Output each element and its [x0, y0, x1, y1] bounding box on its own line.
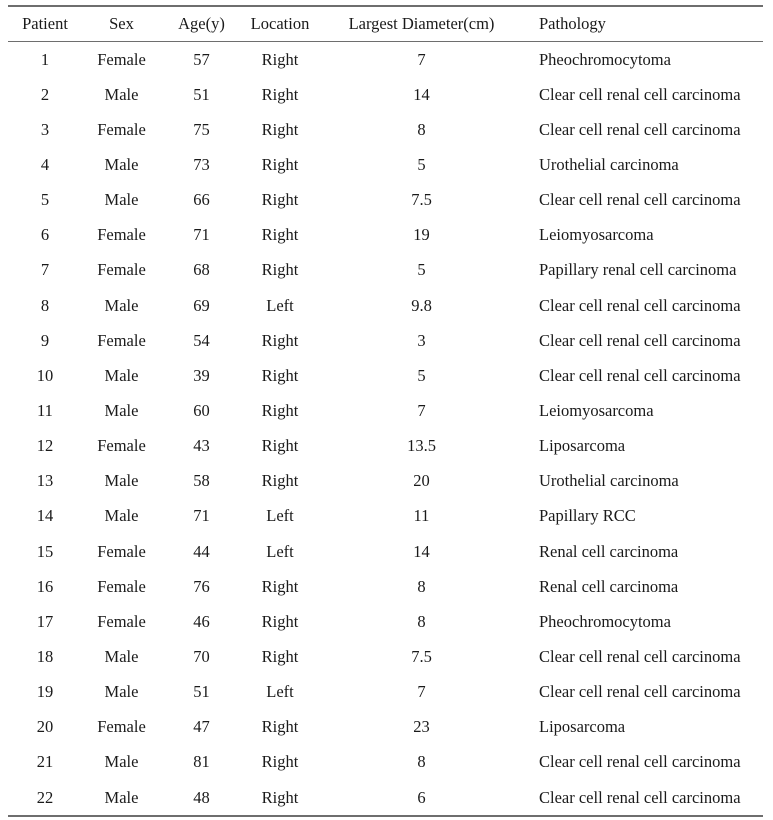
cell-location: Left — [266, 506, 294, 526]
cell-largest-diameter: 19 — [413, 225, 430, 245]
cell-largest-diameter: 8 — [417, 752, 426, 772]
patient-table-container — [8, 5, 763, 817]
table-row — [8, 604, 763, 639]
cell-sex: Male — [104, 506, 139, 526]
cell-pathology: Clear cell renal cell carcinoma — [539, 84, 741, 104]
cell-location: Left — [266, 295, 294, 315]
cell-patient: 18 — [36, 646, 54, 666]
cell-location: Right — [261, 471, 299, 491]
cell-largest-diameter: 7.5 — [411, 190, 432, 210]
cell-age: 46 — [193, 611, 210, 631]
cell-patient: 17 — [36, 611, 54, 631]
cell-pathology: Liposarcoma — [539, 717, 626, 737]
cell-patient: 7 — [40, 260, 50, 280]
cell-sex: Female — [97, 436, 146, 456]
cell-location: Right — [261, 752, 299, 772]
table-row — [8, 639, 763, 674]
cell-sex: Female — [97, 119, 146, 139]
cell-location: Right — [261, 49, 299, 69]
cell-sex: Male — [104, 752, 139, 772]
cell-age: 71 — [193, 225, 210, 245]
cell-age: 47 — [193, 717, 210, 737]
table-row — [8, 218, 763, 253]
cell-pathology: Pheochromocytoma — [539, 611, 671, 631]
cell-sex: Male — [104, 295, 139, 315]
cell-pathology: Clear cell renal cell carcinoma — [539, 295, 741, 315]
cell-pathology: Clear cell renal cell carcinoma — [539, 682, 741, 702]
cell-pathology: Renal cell carcinoma — [539, 576, 679, 596]
cell-pathology: Clear cell renal cell carcinoma — [539, 330, 741, 350]
cell-patient: 21 — [36, 752, 54, 772]
cell-patient: 11 — [37, 400, 53, 420]
patient-characteristics-table — [8, 5, 763, 817]
cell-sex: Female — [97, 717, 146, 737]
cell-sex: Male — [104, 787, 139, 807]
cell-patient: 20 — [36, 717, 54, 737]
cell-age: 71 — [193, 506, 210, 526]
cell-largest-diameter: 9.8 — [411, 295, 432, 315]
cell-location: Right — [261, 190, 299, 210]
cell-age: 68 — [193, 260, 210, 280]
cell-patient: 6 — [40, 225, 50, 245]
cell-patient: 12 — [36, 436, 54, 456]
cell-sex: Male — [104, 190, 139, 210]
cell-pathology: Leiomyosarcoma — [539, 225, 654, 245]
table-row — [8, 288, 763, 323]
cell-sex: Female — [97, 260, 146, 280]
cell-age: 58 — [193, 471, 210, 491]
cell-pathology: Clear cell renal cell carcinoma — [539, 365, 741, 385]
cell-pathology: Pheochromocytoma — [539, 49, 671, 69]
cell-age: 54 — [193, 330, 210, 350]
cell-pathology: Liposarcoma — [539, 436, 626, 456]
cell-age: 70 — [193, 646, 210, 666]
cell-largest-diameter: 23 — [413, 717, 430, 737]
cell-location: Right — [261, 400, 299, 420]
cell-sex: Female — [97, 225, 146, 245]
table-row — [8, 745, 763, 780]
cell-location: Right — [261, 436, 299, 456]
cell-age: 66 — [193, 190, 210, 210]
table-row — [8, 77, 763, 112]
cell-location: Right — [261, 611, 299, 631]
cell-location: Right — [261, 330, 299, 350]
header-age: Age(y) — [178, 14, 225, 33]
cell-sex: Male — [104, 365, 139, 385]
cell-largest-diameter: 7 — [417, 400, 426, 420]
cell-pathology: Clear cell renal cell carcinoma — [539, 119, 741, 139]
cell-location: Right — [261, 119, 299, 139]
cell-age: 81 — [193, 752, 210, 772]
table-row — [8, 147, 763, 182]
table-row — [8, 499, 763, 534]
cell-age: 60 — [193, 400, 210, 420]
cell-largest-diameter: 5 — [417, 260, 426, 280]
cell-patient: 9 — [40, 330, 50, 350]
cell-patient: 14 — [36, 506, 54, 526]
cell-largest-diameter: 8 — [417, 576, 426, 596]
cell-largest-diameter: 11 — [413, 506, 430, 526]
table-row — [8, 42, 763, 78]
cell-sex: Male — [104, 682, 139, 702]
cell-pathology: Papillary RCC — [539, 506, 636, 526]
cell-sex: Female — [97, 576, 146, 596]
cell-age: 69 — [193, 295, 210, 315]
cell-pathology: Papillary renal cell carcinoma — [539, 260, 737, 280]
table-row — [8, 534, 763, 569]
table-header — [8, 6, 763, 42]
cell-patient: 5 — [40, 190, 50, 210]
table-row — [8, 323, 763, 358]
cell-sex: Male — [104, 154, 139, 174]
cell-patient: 1 — [40, 49, 50, 69]
table-row — [8, 710, 763, 745]
table-row — [8, 253, 763, 288]
table-row — [8, 675, 763, 710]
cell-largest-diameter: 7 — [417, 682, 426, 702]
cell-location: Left — [266, 541, 294, 561]
cell-largest-diameter: 14 — [413, 541, 430, 561]
cell-sex: Male — [104, 471, 139, 491]
cell-age: 75 — [193, 119, 210, 139]
cell-location: Right — [261, 225, 299, 245]
cell-age: 73 — [193, 154, 210, 174]
header-pathology: Pathology — [539, 14, 606, 33]
cell-largest-diameter: 6 — [417, 787, 426, 807]
table-row — [8, 569, 763, 604]
cell-age: 48 — [193, 787, 210, 807]
cell-patient: 22 — [36, 787, 54, 807]
cell-patient: 16 — [36, 576, 54, 596]
cell-location: Right — [261, 576, 299, 596]
table-row — [8, 183, 763, 218]
cell-pathology: Leiomyosarcoma — [539, 400, 654, 420]
cell-largest-diameter: 7.5 — [411, 646, 432, 666]
cell-pathology: Clear cell renal cell carcinoma — [539, 787, 741, 807]
cell-largest-diameter: 5 — [417, 154, 426, 174]
header-row — [8, 6, 763, 42]
cell-age: 57 — [193, 49, 210, 69]
header-patient: Patient — [22, 14, 68, 33]
cell-age: 51 — [193, 682, 210, 702]
cell-patient: 8 — [40, 295, 50, 315]
cell-pathology: Renal cell carcinoma — [539, 541, 679, 561]
cell-largest-diameter: 14 — [413, 84, 430, 104]
header-largest-diameter: Largest Diameter(cm) — [348, 14, 495, 33]
cell-pathology: Clear cell renal cell carcinoma — [539, 190, 741, 210]
table-row — [8, 780, 763, 816]
cell-sex: Female — [97, 541, 146, 561]
cell-patient: 15 — [36, 541, 54, 561]
cell-largest-diameter: 13.5 — [407, 436, 436, 456]
cell-sex: Male — [104, 400, 139, 420]
cell-location: Right — [261, 646, 299, 666]
cell-age: 43 — [193, 436, 210, 456]
cell-age: 76 — [193, 576, 210, 596]
cell-largest-diameter: 20 — [413, 471, 430, 491]
cell-pathology: Clear cell renal cell carcinoma — [539, 646, 741, 666]
cell-pathology: Clear cell renal cell carcinoma — [539, 752, 741, 772]
cell-largest-diameter: 5 — [417, 365, 426, 385]
cell-location: Right — [261, 717, 299, 737]
cell-largest-diameter: 3 — [417, 330, 426, 350]
table-row — [8, 393, 763, 428]
cell-largest-diameter: 7 — [417, 49, 426, 69]
table-row — [8, 429, 763, 464]
table-row — [8, 112, 763, 147]
cell-age: 51 — [193, 84, 210, 104]
cell-patient: 19 — [36, 682, 54, 702]
cell-largest-diameter: 8 — [417, 119, 426, 139]
header-sex: Sex — [109, 14, 134, 33]
table-body — [8, 42, 763, 817]
cell-location: Right — [261, 260, 299, 280]
header-location: Location — [250, 14, 310, 33]
cell-sex: Male — [104, 84, 139, 104]
cell-location: Right — [261, 154, 299, 174]
cell-location: Right — [261, 84, 299, 104]
cell-pathology: Urothelial carcinoma — [539, 154, 679, 174]
cell-location: Right — [261, 365, 299, 385]
cell-patient: 3 — [40, 119, 50, 139]
cell-sex: Female — [97, 49, 146, 69]
cell-age: 39 — [193, 365, 210, 385]
cell-sex: Female — [97, 611, 146, 631]
table-row — [8, 358, 763, 393]
cell-patient: 13 — [36, 471, 54, 491]
cell-largest-diameter: 8 — [417, 611, 426, 631]
cell-pathology: Urothelial carcinoma — [539, 471, 679, 491]
cell-sex: Female — [97, 330, 146, 350]
cell-patient: 10 — [36, 365, 54, 385]
table-row — [8, 464, 763, 499]
cell-age: 44 — [193, 541, 210, 561]
cell-patient: 2 — [40, 84, 50, 104]
cell-location: Left — [266, 682, 294, 702]
cell-patient: 4 — [40, 154, 50, 174]
cell-location: Right — [261, 787, 299, 807]
cell-sex: Male — [104, 646, 139, 666]
